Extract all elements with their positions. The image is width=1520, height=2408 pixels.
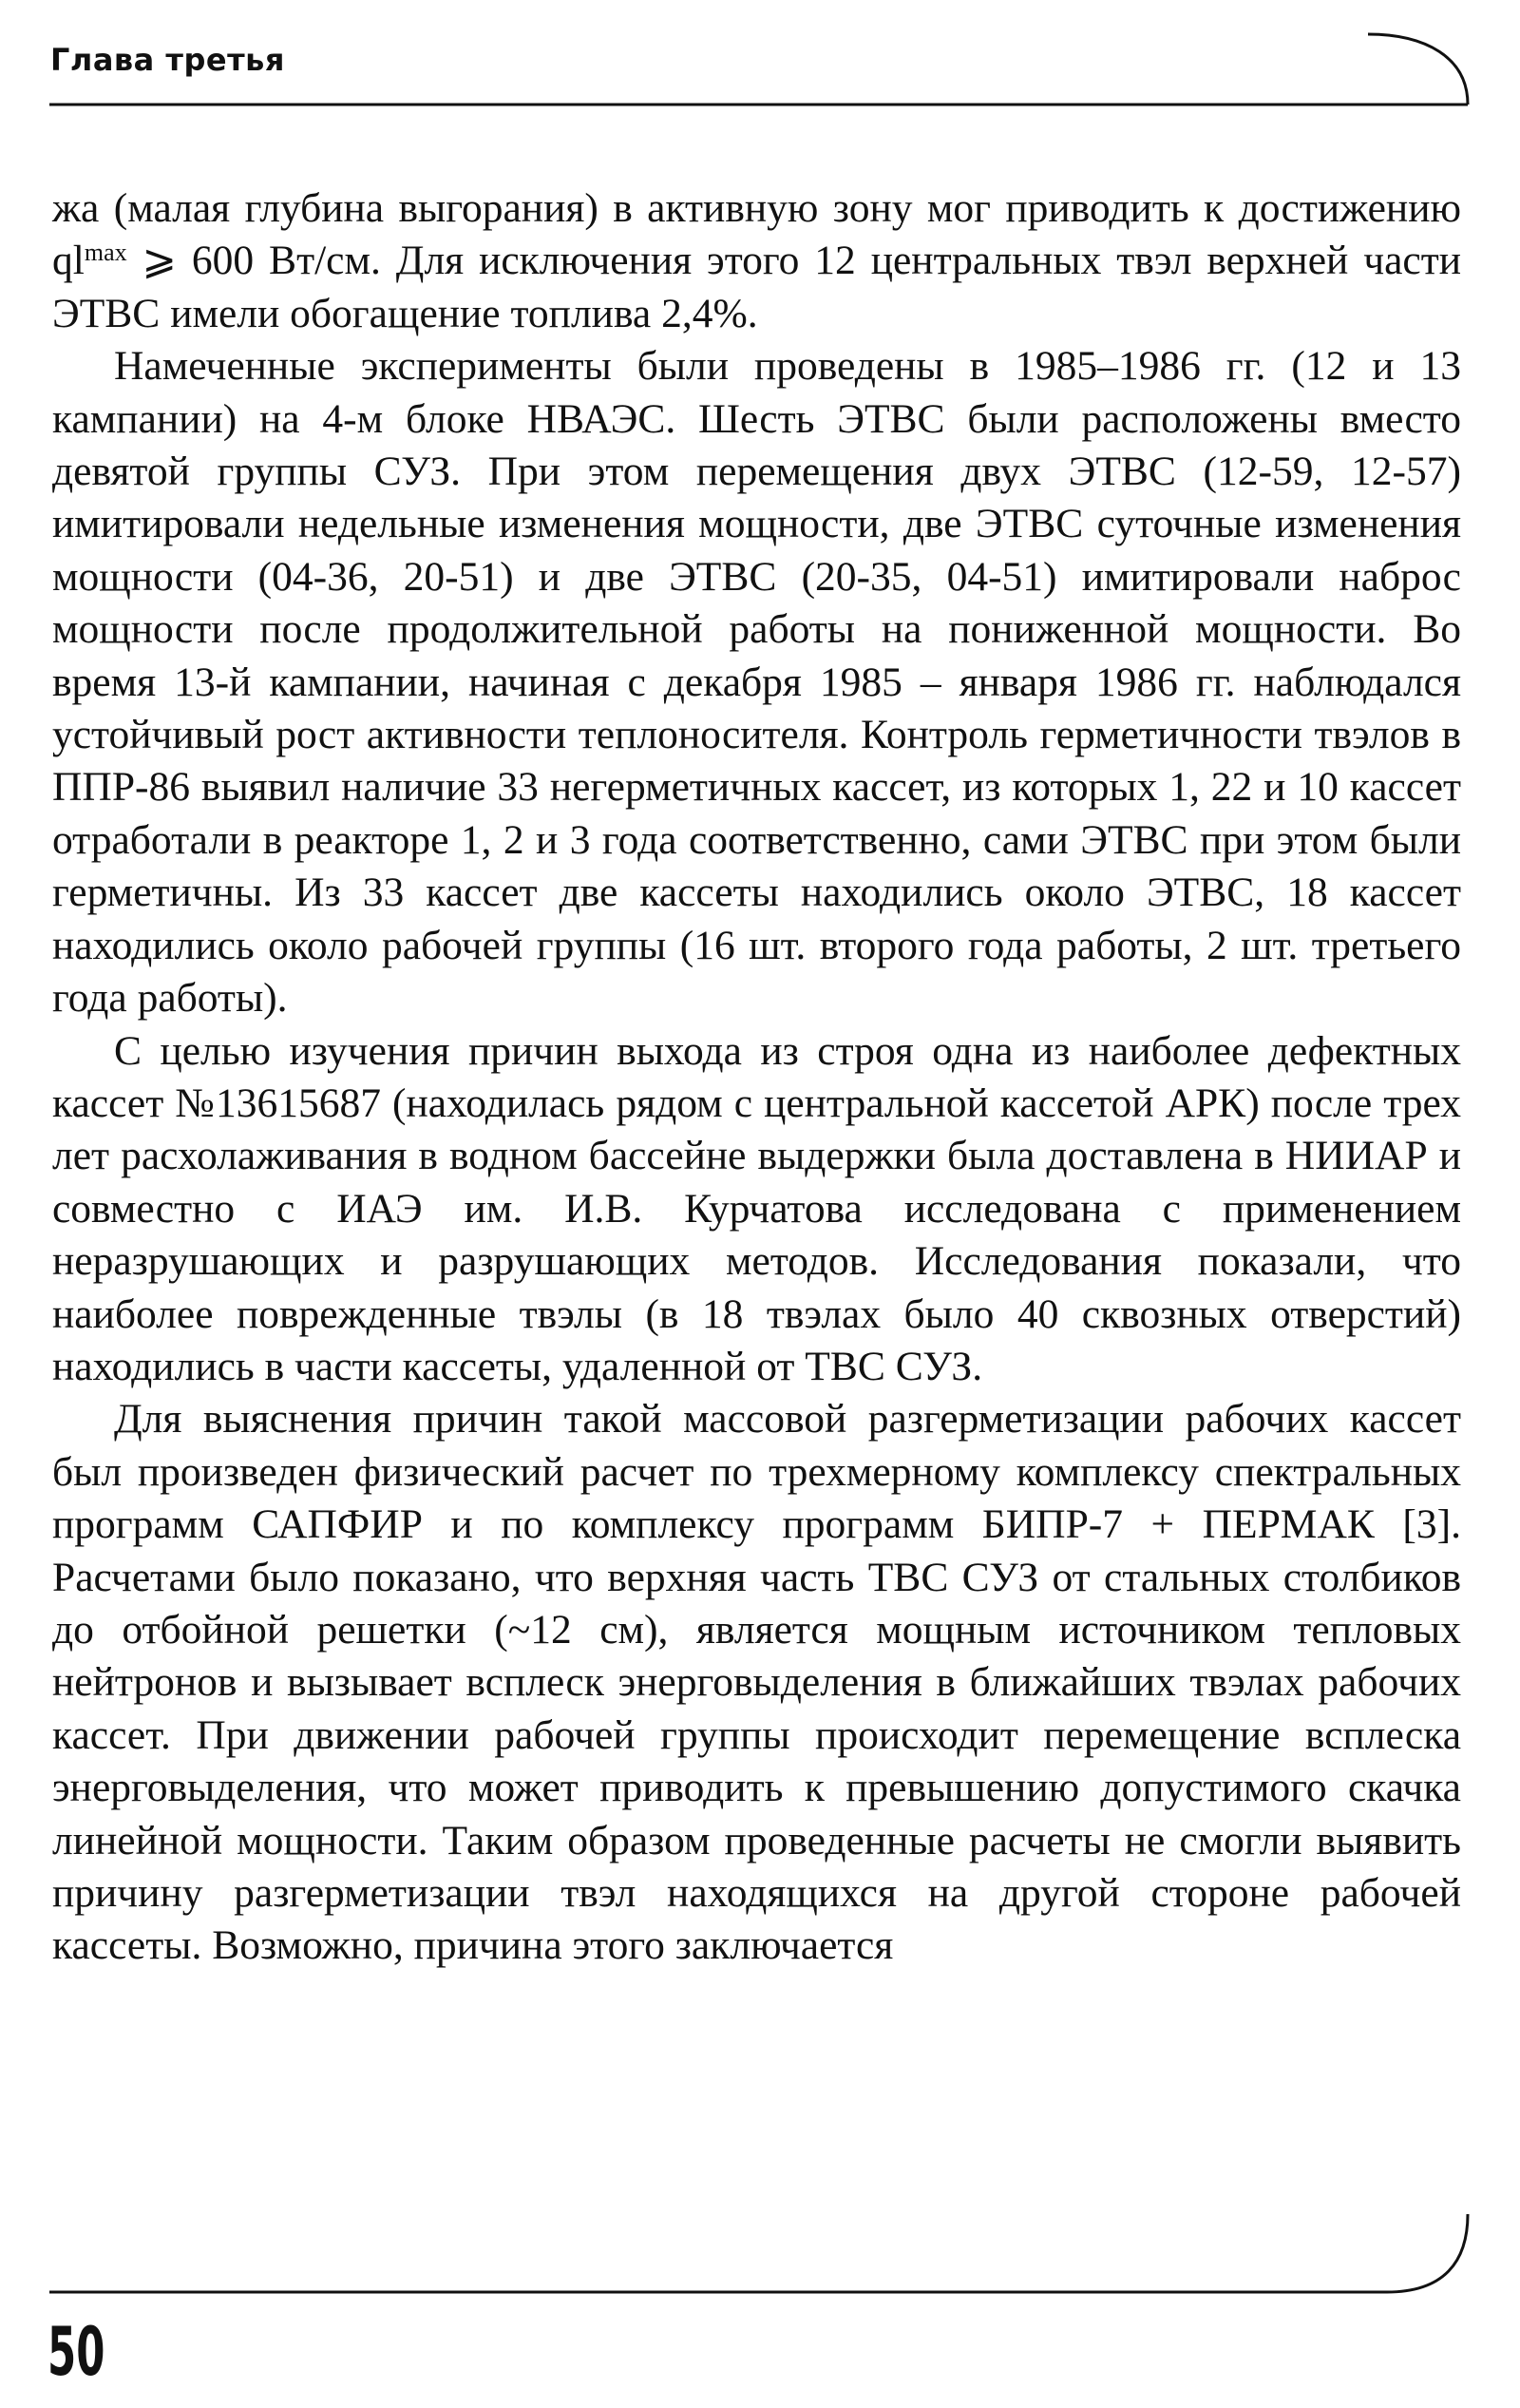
footer-curve bbox=[1387, 2214, 1468, 2292]
paragraph-1: жа (малая глубина выгорания) в активную зону мог приводить к достижению $ql^{max}$ ⩾ 600 Вт/см. Для исключения этого 12 центральных твэл верхней части ЭТВС имели обогащение топлива 2,4%. bbox=[52, 185, 1461, 336]
paragraph-3: С целью изучения причин выхода из строя одна из наиболее дефектных кассет №13615687 (находилась рядом с центральной кассетой АРК) после трех лет расхолаживания в водном бассейне выдержки была доставлена в НИИАР и совместно с ИАЭ им. И.В. Курчатова исследована с применением неразрушающих и разрушающих методов. Исследования показали, что наиболее поврежденные твэлы (в 18 твэлах было 40 сквозных отверстий) находились в части кассеты, удаленной от ТВС СУЗ. bbox=[52, 1027, 1461, 1389]
header-curve bbox=[1368, 34, 1468, 105]
page-number: 50 bbox=[48, 2313, 105, 2391]
chapter-title: Глава третья bbox=[50, 42, 285, 78]
body-text bbox=[52, 182, 1461, 1973]
paragraph-2: Намеченные эксперименты были проведены в 1985–1986 гг. (12 и 13 кампании) на 4-м блоке НВАЭС. Шесть ЭТВС были расположены вместо девятой группы СУЗ. При этом перемещения двух ЭТВС (12-59, 12-57) имитировали недельные изменения мощности, две ЭТВС суточные изменения мощности (04-36, 20-51) и две ЭТВС (20-35, 04-51) имитировали наброс мощности после продолжительной работы на пониженной мощности. Во время 13-й кампании, начиная с декабря 1985 – января 1986 гг. наблюдался устойчивый рост активности теплоносителя. Контроль герметичности твэлов в ППР-86 выявил наличие 33 негерметичных кассет, из которых 1, 22 и 10 кассет отработали в реакторе 1, 2 и 3 года соответственно, сами ЭТВС при этом были герметичны. Из 33 кассет две кассеты находились около ЭТВС, 18 кассет находились около рабочей группы (16 шт. второго года работы, 2 шт. третьего года работы). bbox=[52, 343, 1461, 1022]
paragraph-4: Для выяснения причин такой массовой разгерметизации рабочих кассет был произведен физический расчет по трехмерному комплексу спектральных программ САПФИР и по комплексу программ БИПР-7 + ПЕРМАК [3]. Расчетами было показано, что верхняя часть ТВС СУЗ от стальных столбиков до отбойной решетки (~12 см), является мощным источником тепловых нейтронов и вызывает всплеск энерговыделения в ближайших твэлах рабочих кассет. При движении рабочей группы происходит перемещение всплеска энерговыделения, что может приводить к превышению допустимого скачка линейной мощности. Таким образом проведенные расчеты не смогли выявить причину разгерметизации твэл находящихся на другой стороне рабочей кассеты. Возможно, причина этого заключается bbox=[52, 1396, 1461, 1969]
